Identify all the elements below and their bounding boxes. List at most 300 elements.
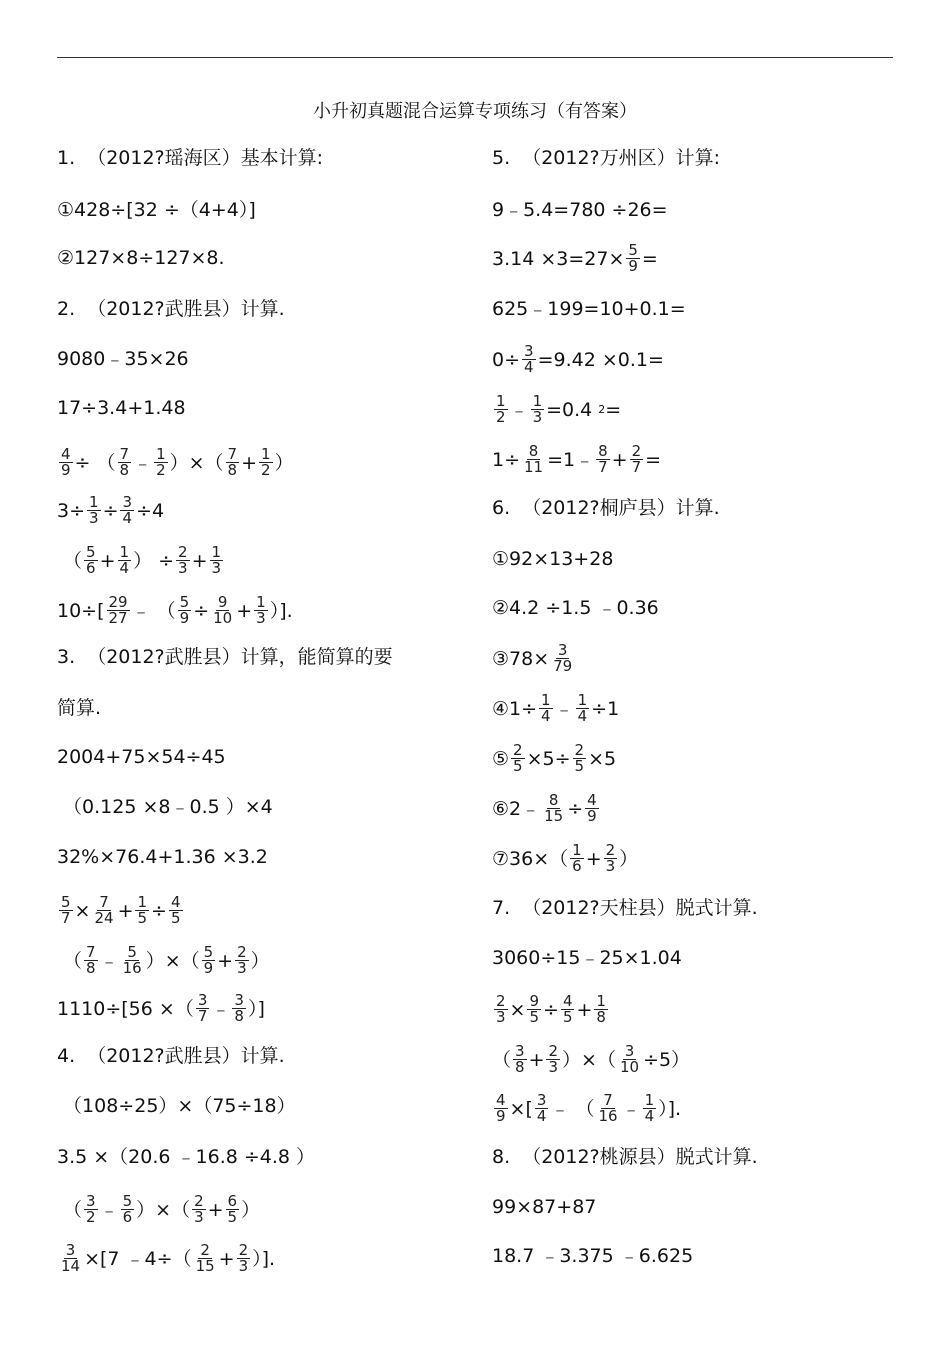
fraction-denominator: 4 <box>119 559 130 577</box>
fraction-numerator: 2 <box>513 741 523 759</box>
fraction-denominator: 3 <box>194 1208 204 1226</box>
expression-text: 3.5 ×（20.6 ﹣16.8 ÷4.8 ） <box>57 1146 316 1168</box>
fraction <box>118 447 132 478</box>
fraction <box>494 1093 508 1124</box>
fraction <box>178 595 192 626</box>
expression-text: ﹣ <box>211 997 231 1020</box>
exercise-line <box>57 1243 275 1274</box>
fraction-denominator: 8 <box>86 959 96 977</box>
exercise-line <box>492 297 686 321</box>
fraction-numerator: 3 <box>624 1042 635 1060</box>
expression-text: + <box>611 448 628 471</box>
exercise-line <box>492 1145 758 1169</box>
fraction-denominator: 4 <box>536 1107 547 1125</box>
exercise-line <box>57 1194 260 1225</box>
fraction <box>618 1044 641 1075</box>
exercise-line <box>57 246 225 270</box>
expression-text: + <box>585 847 602 870</box>
expression-text: + <box>217 949 234 972</box>
fraction <box>237 1243 251 1274</box>
expression-text: 99×87+87 <box>492 1196 597 1218</box>
fraction <box>196 993 210 1024</box>
exercise-line <box>492 444 661 475</box>
expression-text: =0.4 <box>546 398 599 421</box>
expression-text: 3÷ <box>57 499 86 522</box>
fraction <box>604 843 618 874</box>
fraction-numerator: 2 <box>631 442 642 460</box>
exercise-line <box>57 945 270 976</box>
fraction-numerator: 5 <box>628 241 638 259</box>
fraction <box>511 743 525 774</box>
exercise-line <box>492 1044 690 1075</box>
expression-text: （ <box>57 549 83 572</box>
exercise-line <box>492 1244 693 1268</box>
fraction-denominator: 5 <box>529 1008 540 1026</box>
expression-text: ） <box>250 949 270 972</box>
fraction-numerator: 1 <box>644 1091 655 1109</box>
fraction-denominator: 3 <box>605 857 616 875</box>
exercise-line <box>492 896 758 920</box>
fraction-numerator: 6 <box>227 1192 238 1210</box>
fraction <box>573 743 587 774</box>
fraction <box>59 1243 82 1274</box>
fraction-numerator: 2 <box>548 1042 559 1060</box>
fraction-numerator: 5 <box>203 943 214 961</box>
fraction <box>630 444 644 475</box>
expression-text: = <box>645 448 662 471</box>
exercise-line <box>57 1044 285 1068</box>
fraction-numerator: 5 <box>127 943 137 961</box>
fraction-denominator: 14 <box>61 1257 81 1275</box>
exercise-line <box>492 198 668 222</box>
fraction-denominator: 9 <box>179 609 190 627</box>
fraction-numerator: 2 <box>238 1241 249 1259</box>
expression-text: ÷ <box>567 797 584 820</box>
fraction-denominator: 9 <box>587 807 597 825</box>
fraction-denominator: 27 <box>108 609 128 627</box>
exercise-line <box>492 843 638 874</box>
top-rule <box>57 57 893 58</box>
expression-text: ）]. <box>658 1097 682 1120</box>
expression-text: ÷ <box>543 998 559 1021</box>
expression-text: ①92×13+28 <box>492 548 614 570</box>
fraction-denominator: 8 <box>227 461 238 479</box>
fraction-denominator: 2 <box>156 461 166 479</box>
fraction <box>87 495 101 526</box>
fraction <box>643 1093 657 1124</box>
fraction-denominator: 79 <box>553 657 573 675</box>
fraction <box>535 1093 549 1124</box>
fraction-numerator: 3 <box>536 1091 547 1109</box>
expression-text: ﹣ <box>133 451 153 474</box>
fraction <box>513 1044 527 1075</box>
fraction-numerator: 1 <box>532 392 543 410</box>
exercise-line <box>57 1094 296 1118</box>
exercise-line <box>57 495 164 526</box>
exercise-line <box>57 146 323 170</box>
expression-text: + <box>576 998 593 1021</box>
exercise-line <box>492 394 621 425</box>
expression-text: ⑦36×（ <box>492 847 569 870</box>
fraction-denominator: 8 <box>515 1058 525 1076</box>
expression-text: 3060÷15﹣25×1.04 <box>492 947 682 969</box>
expression-text: + <box>218 1247 235 1270</box>
expression-text: + <box>241 451 258 474</box>
fraction-denominator: 5 <box>562 1008 573 1026</box>
fraction-numerator: 3 <box>122 493 133 511</box>
expression-text: ）×（ <box>145 949 200 972</box>
expression-text: （ <box>492 1048 512 1071</box>
expression-text: 5. （2012?万州区）计算: <box>492 147 721 169</box>
expression-text: =9.42 ×0.1= <box>537 348 664 371</box>
fraction-denominator: 3 <box>211 559 222 577</box>
fraction <box>84 545 98 576</box>
fraction <box>192 1194 206 1225</box>
expression-text: 简算. <box>57 697 102 719</box>
fraction-numerator: 4 <box>587 791 597 809</box>
expression-text: ﹣ （ <box>131 599 176 622</box>
expression-text: 4. （2012?武胜县）计算. <box>57 1045 285 1067</box>
expression-text: 6. （2012?桐庐县）计算. <box>492 497 720 519</box>
fraction-denominator: 7 <box>197 1007 208 1025</box>
expression-text: ﹣ <box>99 949 119 972</box>
expression-text: 1÷ <box>492 448 521 471</box>
expression-text: ） <box>241 1198 261 1221</box>
fraction-denominator: 3 <box>89 509 99 527</box>
fraction <box>522 344 536 375</box>
expression-text: ×[7 ﹣4÷（ <box>84 1247 192 1270</box>
fraction-denominator: 24 <box>94 909 114 927</box>
fraction-numerator: 3 <box>524 342 534 360</box>
fraction-numerator: 1 <box>496 392 506 410</box>
fraction-numerator: 5 <box>61 893 71 911</box>
fraction-numerator: 9 <box>529 992 540 1010</box>
exercise-line <box>57 297 285 321</box>
expression-text: 2004+75×54÷45 <box>57 746 226 768</box>
fraction-numerator: 3 <box>65 1241 76 1259</box>
fraction <box>118 545 132 576</box>
fraction <box>527 994 541 1025</box>
expression-text: 9080﹣35×26 <box>57 348 189 370</box>
expression-text: + <box>207 1198 224 1221</box>
fraction <box>596 444 610 475</box>
expression-text: ÷1 <box>591 697 620 720</box>
exercise-line <box>57 347 189 371</box>
fraction-numerator: 1 <box>156 445 166 463</box>
fraction <box>235 945 249 976</box>
expression-text: ④1÷ <box>492 697 538 720</box>
exercise-line <box>492 994 610 1025</box>
fraction-denominator: 5 <box>574 757 585 775</box>
expression-text: 0÷ <box>492 348 521 371</box>
fraction <box>522 444 545 475</box>
expression-text: ）]. <box>252 1247 276 1270</box>
fraction-numerator: 7 <box>99 893 109 911</box>
expression-text: × <box>509 998 526 1021</box>
exercise-line <box>57 595 293 626</box>
fraction <box>626 243 640 274</box>
expression-text: ﹣ <box>509 398 529 421</box>
fraction-denominator: 15 <box>544 807 564 825</box>
fraction-numerator: 2 <box>178 543 188 561</box>
fraction-denominator: 3 <box>532 408 543 426</box>
fraction-denominator: 16 <box>122 959 142 977</box>
expression-text: ×[ <box>509 1097 533 1120</box>
fraction <box>92 895 115 926</box>
exercise-line <box>57 1145 315 1169</box>
expression-text: 3. （2012?武胜县）计算，能简算的要 <box>57 646 393 668</box>
exercise-line <box>492 643 576 674</box>
expression-text: ⑤ <box>492 747 510 770</box>
fraction <box>59 447 73 478</box>
expression-text: ﹣ <box>621 1097 641 1120</box>
expression-text: ） <box>274 451 294 474</box>
expression-text: 9﹣5.4=780 ÷26= <box>492 199 668 221</box>
expression-text: 18.7 ﹣3.375 ﹣6.625 <box>492 1245 694 1267</box>
expression-text: + <box>236 599 253 622</box>
exercise-line <box>57 895 185 926</box>
fraction-denominator: 10 <box>213 609 233 627</box>
fraction-numerator: 2 <box>237 943 247 961</box>
expression-text: ）×（ <box>169 451 224 474</box>
fraction <box>494 994 508 1025</box>
fraction-numerator: 7 <box>86 943 96 961</box>
expression-text: ） <box>619 847 639 870</box>
fraction <box>59 895 73 926</box>
fraction-denominator: 8 <box>234 1007 244 1025</box>
expression-text: + <box>117 899 134 922</box>
fraction-numerator: 1 <box>119 543 130 561</box>
expression-text: ）×（ <box>136 1198 191 1221</box>
fraction-numerator: 3 <box>515 1042 525 1060</box>
expression-text: × <box>74 899 91 922</box>
exercise-line <box>492 693 619 724</box>
expression-text: ﹣ <box>554 697 574 720</box>
expression-text: ÷4 <box>136 499 165 522</box>
fraction-numerator: 1 <box>596 992 606 1010</box>
expression-text: （0.125 ×8﹣0.5 ）×4 <box>57 796 273 818</box>
fraction-numerator: 5 <box>86 543 96 561</box>
fraction-denominator: 6 <box>86 559 96 577</box>
fraction-denominator: 5 <box>513 757 523 775</box>
fraction-numerator: 8 <box>548 791 559 809</box>
expression-text: ）×（ <box>562 1048 616 1071</box>
expression-text: = <box>605 398 622 421</box>
expression-text: （ <box>57 949 83 972</box>
fraction <box>135 895 149 926</box>
exercise-line <box>492 146 720 170</box>
fraction-denominator: 15 <box>195 1257 215 1275</box>
fraction <box>211 595 234 626</box>
expression-text: ÷ <box>102 499 119 522</box>
fraction-denominator: 7 <box>598 458 608 476</box>
fraction <box>561 994 575 1025</box>
fraction-denominator: 3 <box>548 1058 559 1076</box>
fraction-denominator: 6 <box>122 1208 133 1226</box>
exercise-line <box>492 1093 681 1124</box>
fraction-denominator: 9 <box>628 257 638 275</box>
expression-text: 10÷[ <box>57 599 105 622</box>
fraction <box>259 447 273 478</box>
fraction <box>169 895 183 926</box>
fraction-numerator: 8 <box>528 442 539 460</box>
expression-text: = <box>641 247 658 270</box>
fraction-denominator: 3 <box>238 1257 249 1275</box>
exponent: 2 <box>598 402 606 416</box>
expression-text: ÷ （ <box>74 451 116 474</box>
fraction-denominator: 2 <box>261 461 271 479</box>
expression-text: ×5÷ <box>526 747 571 770</box>
fraction-denominator: 16 <box>598 1107 618 1125</box>
fraction <box>121 945 144 976</box>
fraction-numerator: 3 <box>234 991 244 1009</box>
fraction <box>594 994 608 1025</box>
fraction-denominator: 3 <box>256 609 266 627</box>
fraction-denominator: 3 <box>496 1008 506 1026</box>
fraction-denominator: 4 <box>541 707 551 725</box>
page-title: 小升初真题混合运算专项练习（有答案） <box>313 101 637 122</box>
exercise-line <box>492 1195 596 1219</box>
fraction-numerator: 4 <box>562 992 573 1010</box>
fraction-numerator: 5 <box>122 1192 133 1210</box>
expression-text: ②4.2 ÷1.5 ﹣0.36 <box>492 597 659 619</box>
fraction <box>210 545 224 576</box>
fraction <box>539 693 553 724</box>
fraction-denominator: 2 <box>86 1208 96 1226</box>
fraction <box>176 545 190 576</box>
fraction-denominator: 3 <box>178 559 188 577</box>
fraction-numerator: 1 <box>541 691 551 709</box>
expression-text: ①428÷[32 ÷（4+4）] <box>57 199 256 221</box>
fraction <box>84 1194 98 1225</box>
expression-text: ②127×8÷127×8. <box>57 247 225 269</box>
expression-text: 7. （2012?天柱县）脱式计算. <box>492 897 758 919</box>
exercise-line <box>492 743 616 774</box>
fraction-denominator: 10 <box>619 1058 640 1076</box>
expression-text: + <box>99 549 116 572</box>
fraction-denominator: 8 <box>119 461 130 479</box>
expression-text: 32%×76.4+1.36 ×3.2 <box>57 846 268 868</box>
fraction-numerator: 7 <box>227 445 238 463</box>
fraction-denominator: 4 <box>122 509 133 527</box>
exercise-line <box>57 545 225 576</box>
fraction-denominator: 3 <box>237 959 247 977</box>
fraction <box>107 595 130 626</box>
exercise-line <box>492 243 658 274</box>
fraction-denominator: 2 <box>496 408 506 426</box>
fraction <box>596 1093 619 1124</box>
expression-text: ÷ <box>193 599 210 622</box>
fraction <box>585 793 599 824</box>
fraction-numerator: 7 <box>119 445 130 463</box>
fraction-numerator: 2 <box>605 841 616 859</box>
fraction-numerator: 3 <box>557 641 568 659</box>
fraction-numerator: 1 <box>577 691 588 709</box>
expression-text: （ <box>57 1198 83 1221</box>
fraction <box>226 447 240 478</box>
expression-text: ③78× <box>492 647 550 670</box>
fraction-numerator: 2 <box>194 1192 204 1210</box>
expression-text: ﹣ （ <box>550 1097 595 1120</box>
fraction-numerator: 2 <box>200 1241 210 1259</box>
fraction-numerator: 3 <box>197 991 208 1009</box>
fraction-denominator: 6 <box>572 857 582 875</box>
exercise-line <box>492 344 664 375</box>
fraction <box>570 843 584 874</box>
expression-text: ） ÷ <box>133 549 175 572</box>
fraction-denominator: 11 <box>524 458 544 476</box>
exercise-line <box>57 795 273 819</box>
fraction-numerator: 1 <box>572 841 582 859</box>
exercise-line <box>57 198 256 222</box>
fraction <box>551 643 574 674</box>
fraction-numerator: 8 <box>598 442 608 460</box>
exercise-line <box>57 645 393 669</box>
expression-text: 17÷3.4+1.48 <box>57 397 186 419</box>
exercise-line <box>492 547 613 571</box>
exercise-line <box>492 793 601 824</box>
expression-text: 8. （2012?桃源县）脱式计算. <box>492 1146 758 1168</box>
expression-text: =1﹣ <box>547 448 595 471</box>
fraction-numerator: 29 <box>108 593 128 611</box>
exercise-line <box>57 745 226 769</box>
fraction-numerator: 4 <box>496 1091 506 1109</box>
expression-text: + <box>191 549 208 572</box>
expression-text: 1110÷[56 ×（ <box>57 997 194 1020</box>
expression-text: + <box>528 1048 545 1071</box>
expression-text: ×5 <box>588 747 617 770</box>
fraction-denominator: 5 <box>227 1208 238 1226</box>
fraction-numerator: 1 <box>211 543 222 561</box>
fraction-numerator: 1 <box>137 893 148 911</box>
fraction <box>120 495 134 526</box>
fraction <box>232 993 246 1024</box>
exercise-line <box>492 946 682 970</box>
fraction <box>494 394 508 425</box>
exercise-line <box>57 696 101 720</box>
fraction <box>154 447 168 478</box>
fraction <box>84 945 98 976</box>
fraction-denominator: 9 <box>203 959 214 977</box>
fraction-numerator: 9 <box>217 593 228 611</box>
exercise-line <box>57 447 294 478</box>
expression-text: ﹣ <box>99 1198 119 1221</box>
fraction-numerator: 2 <box>574 741 585 759</box>
fraction-numerator: 7 <box>603 1091 613 1109</box>
fraction-denominator: 5 <box>137 909 148 927</box>
exercise-line <box>492 496 720 520</box>
expression-text: 2. （2012?武胜县）计算. <box>57 298 285 320</box>
fraction <box>226 1194 240 1225</box>
fraction-denominator: 8 <box>596 1008 606 1026</box>
expression-text: ⑥2﹣ <box>492 797 541 820</box>
fraction-numerator: 5 <box>179 593 190 611</box>
fraction <box>254 595 268 626</box>
expression-text: ）]. <box>269 599 293 622</box>
fraction <box>531 394 545 425</box>
fraction-numerator: 1 <box>261 445 271 463</box>
exercise-line <box>57 993 265 1024</box>
fraction-numerator: 3 <box>86 1192 96 1210</box>
fraction-denominator: 7 <box>61 909 71 927</box>
fraction-denominator: 4 <box>524 358 534 376</box>
exercise-line <box>57 396 186 420</box>
expression-text: 3.14 ×3=27× <box>492 247 625 270</box>
fraction <box>194 1243 217 1274</box>
expression-text: 625﹣199=10+0.1= <box>492 298 686 320</box>
fraction-denominator: 9 <box>496 1107 506 1125</box>
fraction-denominator: 7 <box>631 458 642 476</box>
